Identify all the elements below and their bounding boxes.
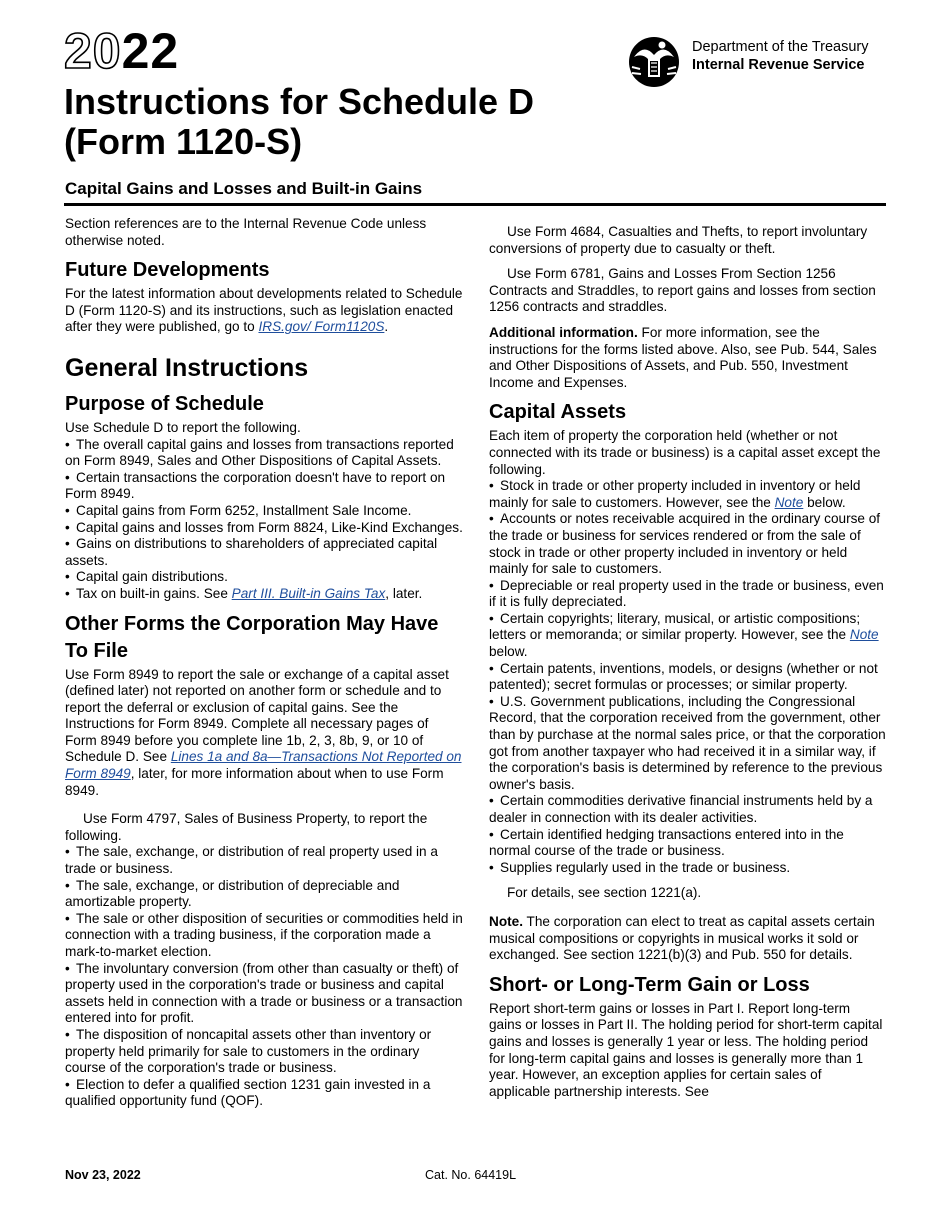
other-forms-text: Use Form 8949 to report the sale or exchange of a capital asset (defined later) not reported on another form or schedule and to report the deferral or exclusion of capital gains. See the Instructions for Form 8949. Complete all necessary pages of Form 8949 before you complete line 1b, 2, 3, 8b, 9, or 10 of Schedule D. See Lines 1a and 8a—Transactions Not Reported on Form 8949, later, for more information about when to use Form 8949. (65, 666, 462, 798)
form6781-text: Use Form 6781, Gains and Losses From Section 1256 Contracts and Straddles, to report gains and losses from section 1256 contracts and straddles. (489, 266, 876, 315)
details-text: For details, see section 1221(a). (507, 885, 702, 901)
short-long-term-heading: Short- or Long-Term Gain or Loss (489, 973, 810, 996)
list-item: • Supplies regularly used in the trade or business. (489, 859, 791, 875)
agency-department: Department of the Treasury (692, 39, 869, 55)
list-item: • The sale or other disposition of securities or commodities held in connection with a trading business, if the corporation made a mark-to-market election. (65, 910, 463, 959)
list-item: • Accounts or notes receivable acquired in the ordinary course of the trade or business for services rendered or from the sale of stock in trade or other property included in inventory or held mainly for sale to customers. (489, 511, 881, 577)
other-forms-heading: Other Forms the Corporation May Have To File (65, 612, 439, 662)
form4797-intro: Use Form 4797, Sales of Business Property, to report the following. (65, 811, 428, 843)
list-item: • Capital gains and losses from Form 8824, Like-Kind Exchanges. (65, 519, 463, 535)
footer-date: Nov 23, 2022 (65, 1168, 141, 1182)
list-item: • The involuntary conversion (from other than casualty or theft) of property used in the corporation's trade or business and capital assets held in connection with a trade or business or a transaction entered into for profit. (65, 960, 463, 1026)
list-item: • Tax on built-in gains. See Part III. Built-in Gains Tax, later. (65, 585, 423, 601)
list-item: • Election to defer a qualified section 1231 gain invested in a qualified opportunity fund (QOF). (65, 1076, 431, 1109)
tax-year (64, 23, 180, 79)
built-in-gains-tax-link[interactable]: Part III. Built-in Gains Tax (231, 585, 386, 601)
tax-year-bold: 22 (121, 23, 180, 79)
left-column (65, 216, 463, 1110)
capital-assets-heading: Capital Assets (489, 401, 627, 424)
general-instructions-heading: General Instructions (65, 353, 309, 382)
tax-year-outline: 20 (64, 23, 122, 79)
purpose-heading: Purpose of Schedule (65, 392, 264, 415)
future-text: For the latest information about developments related to Schedule D (Form 1120-S) and its instructions, such as legislation enacted after they were published, go to (65, 286, 463, 335)
short-long-term-text: Report short-term gains or losses in Part I. Report long-term gains or losses in Part II. The holding period for short-term capital gains and losses is generally 1 year or less. The holding period for long-term capital gains and losses is generally more than 1 year. However, an exception applies for certain sales of applicable partnership interests. See (489, 1000, 883, 1099)
future-developments-text: For the latest information about developments related to Schedule D (Form 1120-S) and its instructions, such as legislation enacted after they were published, go to IRS.gov/ Form1120S. (65, 286, 463, 335)
agency-block (624, 33, 869, 89)
right-column (489, 216, 886, 1100)
title-line-2: (Form 1120-S) (64, 121, 303, 162)
catalog-number: Cat. No. 64419L (425, 1168, 517, 1182)
title-line-1: Instructions for Schedule D (64, 81, 535, 122)
irs-gov-form1120s-link[interactable]: IRS.gov/ Form1120S (258, 319, 385, 335)
list-item: • The disposition of noncapital assets other than inventory or property held primarily for sale to customers in the ordinary course of the corporation's trade or business. (65, 1026, 432, 1076)
agency-irs: Internal Revenue Service (692, 57, 865, 73)
list-item: • Gains on distributions to shareholders of appreciated capital assets. (65, 536, 438, 568)
note-paragraph: Note. The corporation can elect to treat as capital assets certain musical compositions or copyrights in musical works it sold or exchanged. See section 1221(b)(3) and Pub. 550 for details. (489, 913, 875, 963)
list-item: • The sale, exchange, or distribution of real property used in a trade or business. (65, 844, 438, 877)
header-rule (64, 203, 886, 206)
intro-text: Section references are to the Internal Revenue Code unless otherwise noted. (65, 216, 427, 248)
lines-1a-8a-link[interactable]: Lines 1a and 8a—Transactions Not Reported on Form 8949 (65, 749, 462, 782)
page-title (64, 82, 624, 162)
page-subtitle: Capital Gains and Losses and Built-in Gains (65, 179, 423, 198)
list-item: • U.S. Government publications, including the Congressional Record, that the corporation received from the government, other than by purchase at the normal sales price, or that the corporation got from another taxpayer who had received it in a similar way, if the corporation's basis is determined by reference to the previous owner's basis. (489, 693, 886, 792)
irs-eagle-logo-icon (624, 33, 686, 89)
note-link[interactable]: Note (774, 494, 804, 510)
list-item: • The overall capital gains and losses from transactions reported on Form 8949, Sales and Other Dispositions of Capital Assets. (65, 436, 454, 469)
capital-assets-intro: Each item of property the corporation held (whether or not connected with its trade or business) is a capital asset except the following. (489, 428, 881, 477)
note-link[interactable]: Note (849, 627, 879, 643)
list-item: • Certain transactions the corporation doesn't have to report on Form 8949. (65, 469, 446, 502)
list-item: • The sale, exchange, or distribution of depreciable and amortizable property. (65, 877, 400, 910)
list-item: • Depreciable or real property used in the trade or business, even if it is fully depreciated. (489, 577, 884, 610)
list-item: • Certain patents, inventions, models, or designs (whether or not patented); secret formulas or processes; or similar property. (489, 660, 878, 693)
list-item: • Certain identified hedging transactions entered into in the normal course of the trade or business. (489, 826, 844, 859)
purpose-intro: Use Schedule D to report the following. (65, 419, 301, 435)
list-item: • Capital gains from Form 6252, Installment Sale Income. (65, 502, 412, 518)
list-item: • Certain commodities derivative financial instruments held by a dealer in connection with its dealer activities. (489, 793, 873, 825)
additional-information: Additional information. For more information, see the instructions for the forms listed above. Also, see Pub. 544, Sales and Other Dispositions of Assets, and Pub. 550, Investment Income and Expenses. (489, 324, 877, 390)
list-item: • Capital gain distributions. (65, 569, 228, 585)
list-item: • Stock in trade or other property included in inventory or held mainly for sale to customers. However, see the Note below. (489, 478, 861, 510)
future-developments-heading: Future Developments (65, 259, 270, 282)
list-item: • Certain copyrights; literary, musical, or artistic compositions; letters or memoranda; or similar property. However, see the Note below. (489, 610, 879, 660)
form4684-text: Use Form 4684, Casualties and Thefts, to report involuntary conversions of property due to casualty or theft. (489, 224, 868, 256)
